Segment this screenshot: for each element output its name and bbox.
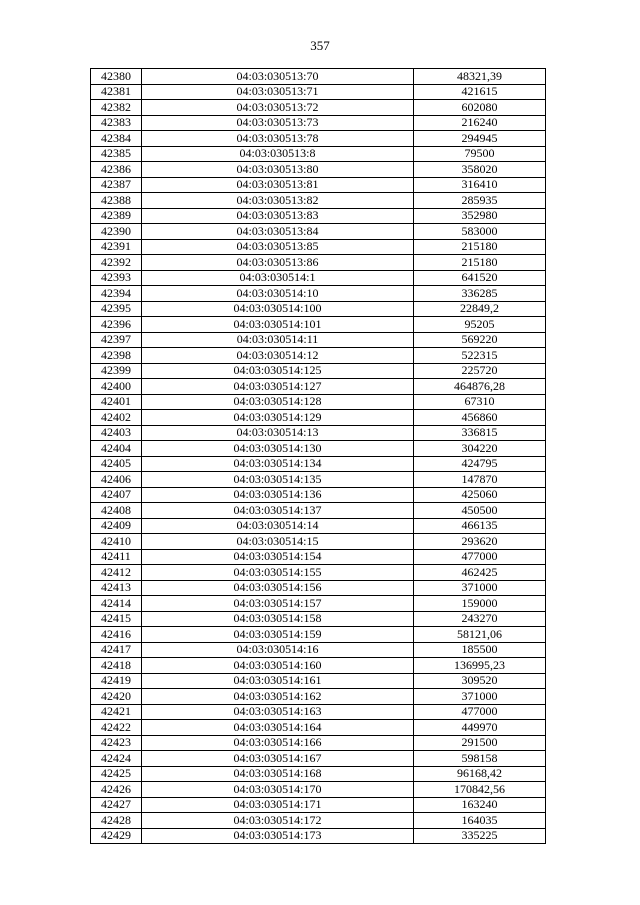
table-row [91, 704, 546, 720]
value-cell: 147870 [414, 472, 546, 488]
cadastral-number-cell: 04:03:030514:137 [142, 503, 414, 519]
value-cell: 316410 [414, 177, 546, 193]
table-row [91, 503, 546, 519]
table-row [91, 363, 546, 379]
row-number-cell: 42388 [91, 193, 142, 209]
value-cell: 421615 [414, 84, 546, 100]
cadastral-number-cell: 04:03:030514:128 [142, 394, 414, 410]
row-number-cell: 42404 [91, 441, 142, 457]
cadastral-number-cell: 04:03:030514:156 [142, 580, 414, 596]
row-number-cell: 42406 [91, 472, 142, 488]
table-row [91, 642, 546, 658]
cadastral-number-cell: 04:03:030514:171 [142, 797, 414, 813]
row-number-cell: 42409 [91, 518, 142, 534]
cadastral-number-cell: 04:03:030514:100 [142, 301, 414, 317]
table-row [91, 518, 546, 534]
value-cell: 58121,06 [414, 627, 546, 643]
table-row [91, 782, 546, 798]
value-cell: 424795 [414, 456, 546, 472]
table-row [91, 828, 546, 844]
value-cell: 522315 [414, 348, 546, 364]
value-cell: 450500 [414, 503, 546, 519]
cadastral-number-cell: 04:03:030514:1 [142, 270, 414, 286]
cadastral-number-cell: 04:03:030513:78 [142, 131, 414, 147]
table-row [91, 549, 546, 565]
table-row [91, 162, 546, 178]
cadastral-number-cell: 04:03:030514:136 [142, 487, 414, 503]
cadastral-number-cell: 04:03:030514:159 [142, 627, 414, 643]
row-number-cell: 42424 [91, 751, 142, 767]
row-number-cell: 42410 [91, 534, 142, 550]
cadastral-number-cell: 04:03:030514:155 [142, 565, 414, 581]
cadastral-number-cell: 04:03:030514:172 [142, 813, 414, 829]
value-cell: 477000 [414, 549, 546, 565]
value-cell: 583000 [414, 224, 546, 240]
table-row [91, 565, 546, 581]
table-row [91, 689, 546, 705]
value-cell: 336815 [414, 425, 546, 441]
table-row [91, 177, 546, 193]
value-cell: 48321,39 [414, 69, 546, 85]
table-row [91, 208, 546, 224]
cadastral-number-cell: 04:03:030514:167 [142, 751, 414, 767]
row-number-cell: 42418 [91, 658, 142, 674]
row-number-cell: 42382 [91, 100, 142, 116]
table-row [91, 410, 546, 426]
value-cell: 352980 [414, 208, 546, 224]
table-row [91, 673, 546, 689]
row-number-cell: 42422 [91, 720, 142, 736]
value-cell: 335225 [414, 828, 546, 844]
table-row [91, 317, 546, 333]
table-row [91, 735, 546, 751]
table-row [91, 813, 546, 829]
cadastral-number-cell: 04:03:030514:125 [142, 363, 414, 379]
table-row [91, 115, 546, 131]
row-number-cell: 42397 [91, 332, 142, 348]
cadastral-number-cell: 04:03:030514:170 [142, 782, 414, 798]
cadastral-number-cell: 04:03:030514:135 [142, 472, 414, 488]
table-row [91, 332, 546, 348]
row-number-cell: 42387 [91, 177, 142, 193]
table-row [91, 301, 546, 317]
table-row [91, 348, 546, 364]
cadastral-number-cell: 04:03:030514:10 [142, 286, 414, 302]
cadastral-number-cell: 04:03:030514:163 [142, 704, 414, 720]
row-number-cell: 42429 [91, 828, 142, 844]
table-row [91, 100, 546, 116]
table-row [91, 270, 546, 286]
value-cell: 243270 [414, 611, 546, 627]
table-row [91, 146, 546, 162]
table-row [91, 596, 546, 612]
value-cell: 96168,42 [414, 766, 546, 782]
table-row [91, 658, 546, 674]
cadastral-number-cell: 04:03:030514:12 [142, 348, 414, 364]
table-row [91, 797, 546, 813]
value-cell: 602080 [414, 100, 546, 116]
cadastral-number-cell: 04:03:030514:13 [142, 425, 414, 441]
table-row [91, 766, 546, 782]
cadastral-number-cell: 04:03:030513:80 [142, 162, 414, 178]
row-number-cell: 42400 [91, 379, 142, 395]
row-number-cell: 42425 [91, 766, 142, 782]
row-number-cell: 42419 [91, 673, 142, 689]
row-number-cell: 42399 [91, 363, 142, 379]
cadastral-number-cell: 04:03:030514:162 [142, 689, 414, 705]
row-number-cell: 42413 [91, 580, 142, 596]
table-row [91, 472, 546, 488]
value-cell: 641520 [414, 270, 546, 286]
cadastral-number-cell: 04:03:030513:72 [142, 100, 414, 116]
value-cell: 304220 [414, 441, 546, 457]
cadastral-number-cell: 04:03:030514:157 [142, 596, 414, 612]
value-cell: 477000 [414, 704, 546, 720]
cadastral-number-cell: 04:03:030514:101 [142, 317, 414, 333]
row-number-cell: 42384 [91, 131, 142, 147]
table-row [91, 193, 546, 209]
value-cell: 309520 [414, 673, 546, 689]
row-number-cell: 42414 [91, 596, 142, 612]
row-number-cell: 42395 [91, 301, 142, 317]
row-number-cell: 42381 [91, 84, 142, 100]
row-number-cell: 42385 [91, 146, 142, 162]
value-cell: 163240 [414, 797, 546, 813]
table-row [91, 611, 546, 627]
table-row [91, 441, 546, 457]
cadastral-number-cell: 04:03:030513:84 [142, 224, 414, 240]
row-number-cell: 42396 [91, 317, 142, 333]
row-number-cell: 42426 [91, 782, 142, 798]
value-cell: 215180 [414, 255, 546, 271]
value-cell: 336285 [414, 286, 546, 302]
row-number-cell: 42392 [91, 255, 142, 271]
cadastral-number-cell: 04:03:030514:16 [142, 642, 414, 658]
table-row [91, 286, 546, 302]
cadastral-number-cell: 04:03:030514:160 [142, 658, 414, 674]
cadastral-number-cell: 04:03:030514:154 [142, 549, 414, 565]
cadastral-number-cell: 04:03:030514:158 [142, 611, 414, 627]
cadastral-number-cell: 04:03:030513:73 [142, 115, 414, 131]
cadastral-number-cell: 04:03:030513:81 [142, 177, 414, 193]
value-cell: 225720 [414, 363, 546, 379]
value-cell: 456860 [414, 410, 546, 426]
registry-table-body [91, 69, 546, 844]
value-cell: 159000 [414, 596, 546, 612]
cadastral-number-cell: 04:03:030514:166 [142, 735, 414, 751]
value-cell: 598158 [414, 751, 546, 767]
value-cell: 164035 [414, 813, 546, 829]
row-number-cell: 42401 [91, 394, 142, 410]
row-number-cell: 42423 [91, 735, 142, 751]
value-cell: 22849,2 [414, 301, 546, 317]
row-number-cell: 42420 [91, 689, 142, 705]
row-number-cell: 42405 [91, 456, 142, 472]
table-row [91, 69, 546, 85]
table-row [91, 84, 546, 100]
row-number-cell: 42403 [91, 425, 142, 441]
value-cell: 95205 [414, 317, 546, 333]
cadastral-number-cell: 04:03:030514:164 [142, 720, 414, 736]
cadastral-number-cell: 04:03:030514:168 [142, 766, 414, 782]
cadastral-number-cell: 04:03:030513:83 [142, 208, 414, 224]
table-row [91, 751, 546, 767]
row-number-cell: 42394 [91, 286, 142, 302]
row-number-cell: 42415 [91, 611, 142, 627]
cadastral-number-cell: 04:03:030514:14 [142, 518, 414, 534]
table-row [91, 379, 546, 395]
table-row [91, 394, 546, 410]
table-row [91, 720, 546, 736]
row-number-cell: 42412 [91, 565, 142, 581]
value-cell: 215180 [414, 239, 546, 255]
value-cell: 464876,28 [414, 379, 546, 395]
value-cell: 285935 [414, 193, 546, 209]
row-number-cell: 42428 [91, 813, 142, 829]
row-number-cell: 42386 [91, 162, 142, 178]
cadastral-number-cell: 04:03:030514:134 [142, 456, 414, 472]
table-row [91, 224, 546, 240]
value-cell: 449970 [414, 720, 546, 736]
cadastral-number-cell: 04:03:030513:85 [142, 239, 414, 255]
cadastral-number-cell: 04:03:030514:161 [142, 673, 414, 689]
row-number-cell: 42417 [91, 642, 142, 658]
cadastral-number-cell: 04:03:030514:129 [142, 410, 414, 426]
value-cell: 293620 [414, 534, 546, 550]
cadastral-number-cell: 04:03:030513:86 [142, 255, 414, 271]
table-row [91, 534, 546, 550]
value-cell: 425060 [414, 487, 546, 503]
value-cell: 569220 [414, 332, 546, 348]
row-number-cell: 42421 [91, 704, 142, 720]
row-number-cell: 42390 [91, 224, 142, 240]
table-row [91, 627, 546, 643]
value-cell: 371000 [414, 689, 546, 705]
table-row [91, 487, 546, 503]
registry-table [90, 68, 546, 844]
cadastral-number-cell: 04:03:030514:127 [142, 379, 414, 395]
cadastral-number-cell: 04:03:030513:8 [142, 146, 414, 162]
value-cell: 136995,23 [414, 658, 546, 674]
value-cell: 294945 [414, 131, 546, 147]
row-number-cell: 42380 [91, 69, 142, 85]
cadastral-number-cell: 04:03:030513:71 [142, 84, 414, 100]
row-number-cell: 42391 [91, 239, 142, 255]
cadastral-number-cell: 04:03:030513:82 [142, 193, 414, 209]
table-row [91, 239, 546, 255]
table-row [91, 456, 546, 472]
cadastral-number-cell: 04:03:030514:130 [142, 441, 414, 457]
value-cell: 466135 [414, 518, 546, 534]
row-number-cell: 42398 [91, 348, 142, 364]
table-row [91, 255, 546, 271]
value-cell: 291500 [414, 735, 546, 751]
value-cell: 170842,56 [414, 782, 546, 798]
cadastral-number-cell: 04:03:030513:70 [142, 69, 414, 85]
row-number-cell: 42383 [91, 115, 142, 131]
cadastral-number-cell: 04:03:030514:15 [142, 534, 414, 550]
value-cell: 216240 [414, 115, 546, 131]
value-cell: 67310 [414, 394, 546, 410]
cadastral-number-cell: 04:03:030514:173 [142, 828, 414, 844]
value-cell: 185500 [414, 642, 546, 658]
value-cell: 358020 [414, 162, 546, 178]
row-number-cell: 42416 [91, 627, 142, 643]
row-number-cell: 42408 [91, 503, 142, 519]
table-row [91, 425, 546, 441]
row-number-cell: 42407 [91, 487, 142, 503]
row-number-cell: 42427 [91, 797, 142, 813]
row-number-cell: 42389 [91, 208, 142, 224]
value-cell: 371000 [414, 580, 546, 596]
row-number-cell: 42402 [91, 410, 142, 426]
cadastral-number-cell: 04:03:030514:11 [142, 332, 414, 348]
value-cell: 462425 [414, 565, 546, 581]
page-number: 357 [310, 38, 330, 53]
table-row [91, 580, 546, 596]
row-number-cell: 42393 [91, 270, 142, 286]
row-number-cell: 42411 [91, 549, 142, 565]
table-row [91, 131, 546, 147]
value-cell: 79500 [414, 146, 546, 162]
